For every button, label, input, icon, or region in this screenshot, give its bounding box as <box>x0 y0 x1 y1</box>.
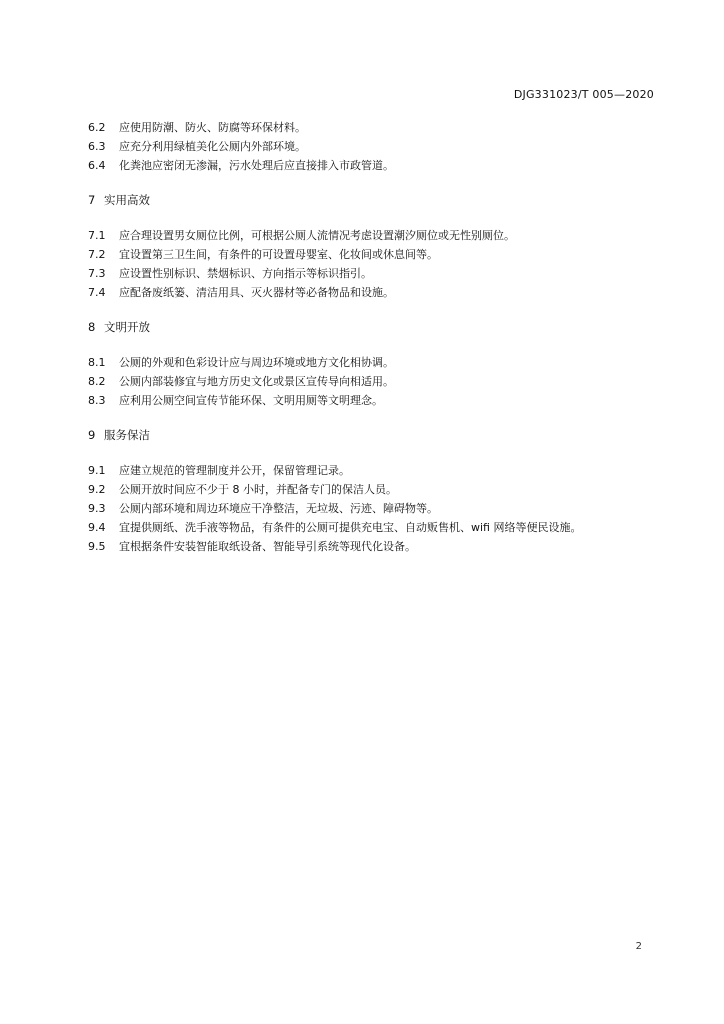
clause-9-1 <box>88 461 668 480</box>
clause-text: 化粪池应密闭无渗漏，污水处理后应直接排入市政管道。 <box>119 159 394 172</box>
clause-number: 6.3 <box>88 140 106 153</box>
document-body <box>88 118 668 556</box>
clause-number: 9.4 <box>88 521 106 534</box>
section-7-items <box>88 226 668 302</box>
section-8-heading <box>88 318 668 337</box>
clause-number: 9.3 <box>88 502 106 515</box>
clause-text: 公厕开放时间应不少于 8 小时，并配备专门的保洁人员。 <box>119 483 397 496</box>
clause-number: 9.2 <box>88 483 106 496</box>
clause-8-2 <box>88 372 668 391</box>
clause-6-4 <box>88 156 668 175</box>
clause-9-2 <box>88 480 668 499</box>
clause-number: 7.1 <box>88 229 106 242</box>
section-6-items <box>88 118 668 175</box>
clause-text: 公厕内部装修宜与地方历史文化或景区宣传导向相适用。 <box>119 375 394 388</box>
clause-number: 8.1 <box>88 356 106 369</box>
clause-7-1 <box>88 226 668 245</box>
page-number: 2 <box>635 941 642 952</box>
clause-text: 应利用公厕空间宣传节能环保、文明用厕等文明理念。 <box>119 394 383 407</box>
clause-text: 宜根据条件安装智能取纸设备、智能导引系统等现代化设备。 <box>119 540 416 553</box>
clause-number: 7.4 <box>88 286 106 299</box>
clause-number: 9.5 <box>88 540 106 553</box>
clause-text: 应设置性别标识、禁烟标识、方向指示等标识指引。 <box>119 267 372 280</box>
clause-9-5 <box>88 537 668 556</box>
clause-number: 8.3 <box>88 394 106 407</box>
section-8-items <box>88 353 668 410</box>
clause-text: 公厕的外观和色彩设计应与周边环境或地方文化相协调。 <box>119 356 394 369</box>
clause-number: 6.4 <box>88 159 106 172</box>
clause-text: 公厕内部环境和周边环境应干净整洁，无垃圾、污迹、障碍物等。 <box>119 502 438 515</box>
section-title: 服务保洁 <box>104 428 150 442</box>
clause-text: 应配备废纸篓、清洁用具、灭火器材等必备物品和设施。 <box>119 286 394 299</box>
clause-number: 7.3 <box>88 267 106 280</box>
clause-text: 应合理设置男女厕位比例，可根据公厕人流情况考虑设置潮汐厕位或无性别厕位。 <box>119 229 515 242</box>
clause-number: 6.2 <box>88 121 106 134</box>
clause-text: 应充分利用绿植美化公厕内外部环境。 <box>119 140 306 153</box>
section-title: 实用高效 <box>104 193 150 207</box>
clause-8-3 <box>88 391 668 410</box>
clause-9-4 <box>88 518 668 537</box>
clause-7-2 <box>88 245 668 264</box>
clause-number: 8.2 <box>88 375 106 388</box>
section-number: 7 <box>88 193 96 207</box>
clause-6-2 <box>88 118 668 137</box>
clause-text: 应建立规范的管理制度并公开，保留管理记录。 <box>119 464 350 477</box>
clause-7-4 <box>88 283 668 302</box>
section-9-heading <box>88 426 668 445</box>
clause-6-3 <box>88 137 668 156</box>
clause-text: 应使用防潮、防火、防腐等环保材料。 <box>119 121 306 134</box>
clause-8-1 <box>88 353 668 372</box>
clause-9-3 <box>88 499 668 518</box>
section-number: 9 <box>88 428 96 442</box>
clause-text: 宜设置第三卫生间，有条件的可设置母婴室、化妆间或休息间等。 <box>119 248 438 261</box>
section-9-items <box>88 461 668 556</box>
section-7-heading <box>88 191 668 210</box>
section-number: 8 <box>88 320 96 334</box>
clause-7-3 <box>88 264 668 283</box>
clause-number: 7.2 <box>88 248 106 261</box>
document-code: DJG331023/T 005—2020 <box>513 88 654 101</box>
clause-number: 9.1 <box>88 464 106 477</box>
section-title: 文明开放 <box>104 320 150 334</box>
clause-text: 宜提供厕纸、洗手液等物品，有条件的公厕可提供充电宝、自动贩售机、wifi 网络等便民设施。 <box>119 521 582 534</box>
